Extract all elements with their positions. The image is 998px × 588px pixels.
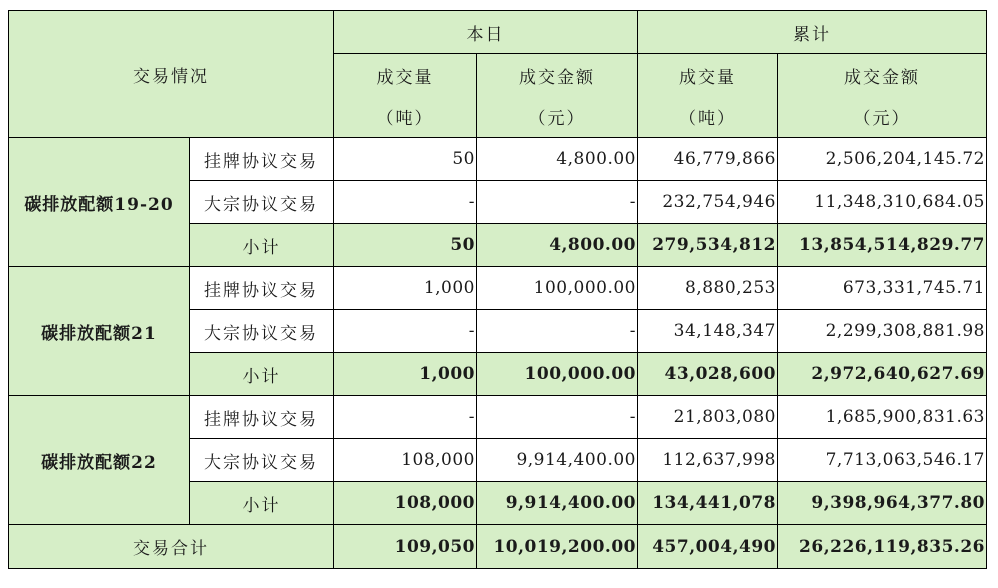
grand-total-row [9, 525, 987, 569]
header-cum-volume-unit: （吨） [638, 97, 778, 138]
table-row [9, 396, 987, 439]
grand-total-today-volume: 109,050 [334, 525, 477, 569]
header-group-today: 本日 [334, 11, 638, 54]
header-cum-volume: 成交量 [638, 54, 778, 97]
subtotal-cum-amount: 13,854,514,829.77 [778, 224, 987, 267]
today-amount: - [477, 310, 638, 353]
today-volume: - [334, 396, 477, 439]
cum-amount: 673,331,745.71 [778, 267, 987, 310]
cum-amount: 1,685,900,831.63 [778, 396, 987, 439]
trade-type: 大宗协议交易 [190, 439, 334, 482]
subtotal-today-amount: 100,000.00 [477, 353, 638, 396]
today-amount: - [477, 181, 638, 224]
subtotal-label: 小计 [190, 482, 334, 525]
trade-type: 大宗协议交易 [190, 310, 334, 353]
table-row [9, 138, 987, 181]
grand-total-cum-volume: 457,004,490 [638, 525, 778, 569]
cum-volume: 8,880,253 [638, 267, 778, 310]
table-row [9, 267, 987, 310]
grand-total-cum-amount: 26,226,119,835.26 [778, 525, 987, 569]
today-volume: - [334, 181, 477, 224]
header-today-amount: 成交金额 [477, 54, 638, 97]
header-group-cumulative: 累计 [638, 11, 987, 54]
trade-type: 挂牌协议交易 [190, 396, 334, 439]
cum-amount: 7,713,063,546.17 [778, 439, 987, 482]
trade-type: 大宗协议交易 [190, 181, 334, 224]
grand-total-today-amount: 10,019,200.00 [477, 525, 638, 569]
cum-volume: 46,779,866 [638, 138, 778, 181]
subtotal-today-volume: 1,000 [334, 353, 477, 396]
header-corner: 交易情况 [9, 11, 334, 138]
section-name: 碳排放配额19-20 [9, 138, 190, 267]
header-today-volume: 成交量 [334, 54, 477, 97]
cum-volume: 21,803,080 [638, 396, 778, 439]
header-today-volume-unit: （吨） [334, 97, 477, 138]
subtotal-cum-amount: 9,398,964,377.80 [778, 482, 987, 525]
subtotal-today-amount: 9,914,400.00 [477, 482, 638, 525]
today-amount: 100,000.00 [477, 267, 638, 310]
cum-volume: 34,148,347 [638, 310, 778, 353]
today-amount: - [477, 396, 638, 439]
today-volume: 108,000 [334, 439, 477, 482]
cum-amount: 2,506,204,145.72 [778, 138, 987, 181]
cum-volume: 112,637,998 [638, 439, 778, 482]
subtotal-today-volume: 50 [334, 224, 477, 267]
subtotal-cum-volume: 43,028,600 [638, 353, 778, 396]
header-today-amount-unit: （元） [477, 97, 638, 138]
today-volume: - [334, 310, 477, 353]
grand-total-label: 交易合计 [9, 525, 334, 569]
header-cum-amount: 成交金额 [778, 54, 987, 97]
cum-volume: 232,754,946 [638, 181, 778, 224]
header-row-groups [9, 11, 987, 54]
subtotal-today-amount: 4,800.00 [477, 224, 638, 267]
today-volume: 50 [334, 138, 477, 181]
section-name: 碳排放配额21 [9, 267, 190, 396]
today-volume: 1,000 [334, 267, 477, 310]
cum-amount: 2,299,308,881.98 [778, 310, 987, 353]
subtotal-cum-amount: 2,972,640,627.69 [778, 353, 987, 396]
header-cum-amount-unit: （元） [778, 97, 987, 138]
subtotal-label: 小计 [190, 224, 334, 267]
subtotal-label: 小计 [190, 353, 334, 396]
subtotal-today-volume: 108,000 [334, 482, 477, 525]
today-amount: 9,914,400.00 [477, 439, 638, 482]
today-amount: 4,800.00 [477, 138, 638, 181]
subtotal-cum-volume: 279,534,812 [638, 224, 778, 267]
trade-type: 挂牌协议交易 [190, 267, 334, 310]
subtotal-cum-volume: 134,441,078 [638, 482, 778, 525]
cum-amount: 11,348,310,684.05 [778, 181, 987, 224]
trade-type: 挂牌协议交易 [190, 138, 334, 181]
trading-summary-table [8, 10, 987, 569]
section-name: 碳排放配额22 [9, 396, 190, 525]
